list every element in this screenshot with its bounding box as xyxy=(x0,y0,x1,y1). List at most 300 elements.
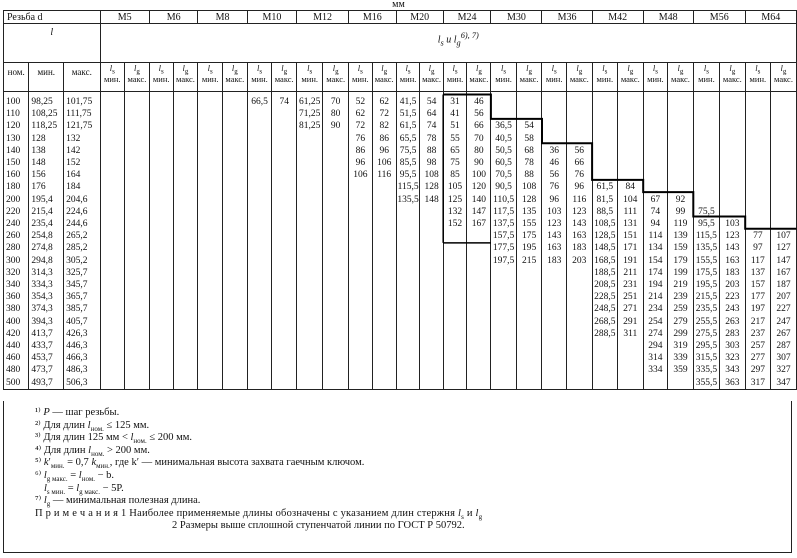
length-min: 156 xyxy=(31,170,46,181)
value-lg: 70 xyxy=(330,97,341,107)
value-lg: 191 xyxy=(623,255,638,266)
length-max: 101,75 xyxy=(66,97,93,107)
value-ls: 51 xyxy=(450,121,460,132)
length-min: 374,3 xyxy=(31,304,53,315)
value-lg: 108 xyxy=(521,182,537,193)
value-lg: 92 xyxy=(675,194,686,205)
value-lg: 116 xyxy=(572,194,587,205)
footnote: ⁵⁾ $k'_{мин.} = 0,7$ $k_{мин.}$, где k′ — минимальная высота захвата гаечным ключом. xyxy=(35,457,365,471)
value-ls: 61,5 xyxy=(596,182,614,193)
length-max: 506,3 xyxy=(66,377,88,388)
value-ls: 214 xyxy=(648,292,663,303)
value-ls: 41,5 xyxy=(399,97,417,107)
value-lg: 167 xyxy=(471,219,486,230)
value-ls: 96 xyxy=(355,158,366,169)
col-max xyxy=(64,92,100,390)
lg-max-header: $l_g$ макс. xyxy=(770,63,796,92)
value-ls: 51,5 xyxy=(399,109,417,120)
size-m56: M56 xyxy=(693,11,745,24)
value-ls: 355,5 xyxy=(695,377,718,388)
value-ls: 72 xyxy=(355,121,366,132)
footnote: ³⁾ Для длин 125 мм < $l_{ном.} \le 200$ мм. xyxy=(35,432,193,446)
length-nom: 150 xyxy=(6,158,21,169)
length-max: 111,75 xyxy=(66,109,92,120)
col-m30-lg xyxy=(516,92,542,390)
value-lg: 203 xyxy=(725,280,740,291)
value-lg: 100 xyxy=(471,170,486,181)
length-max: 121,75 xyxy=(66,121,93,132)
col-m30-ls xyxy=(491,92,516,390)
value-ls: 117 xyxy=(750,255,765,266)
bolt-length-table xyxy=(3,10,797,390)
length-max: 244,6 xyxy=(66,219,88,230)
value-lg: 56 xyxy=(574,145,585,156)
length-max: 486,3 xyxy=(66,365,88,376)
value-lg: 143 xyxy=(725,243,740,254)
value-lg: 207 xyxy=(776,292,791,303)
col-m48-lg xyxy=(668,92,694,390)
value-ls: 106 xyxy=(353,170,368,181)
footnote: $l_{s мин.} = l_{g макс.} - 5P$. xyxy=(44,482,124,496)
value-lg: 80 xyxy=(330,109,341,120)
value-ls: 274 xyxy=(648,328,663,339)
value-ls: 174 xyxy=(648,267,663,278)
col-m5-ls xyxy=(100,92,124,390)
length-nom: 140 xyxy=(6,145,21,156)
length-max: 305,2 xyxy=(66,255,88,266)
value-lg: 159 xyxy=(673,243,688,254)
length-nom: 120 xyxy=(6,121,21,132)
size-m8: M8 xyxy=(198,11,247,24)
size-m12: M12 xyxy=(297,11,349,24)
value-ls: 148,5 xyxy=(594,243,616,254)
length-max: 426,3 xyxy=(66,328,88,339)
value-lg: 243 xyxy=(725,304,740,315)
value-lg: 219 xyxy=(673,280,688,291)
ls-min-header: $l_s$ мин. xyxy=(198,63,222,92)
value-lg: 103 xyxy=(725,219,740,230)
value-ls: 154 xyxy=(648,255,663,266)
value-lg: 128 xyxy=(424,182,439,193)
length-min: 274,8 xyxy=(31,243,53,254)
length-min: 294,8 xyxy=(31,255,53,266)
value-ls: 275,5 xyxy=(695,328,718,339)
value-lg: 86 xyxy=(379,133,389,144)
value-lg: 62 xyxy=(379,97,389,107)
col-m24-ls xyxy=(443,92,467,390)
ls-min-header: $l_s$ мин. xyxy=(542,63,566,92)
value-lg: 148 xyxy=(424,194,439,205)
length-nom: 320 xyxy=(6,267,21,278)
note-header: П р и м е ч а н и я xyxy=(35,507,119,519)
value-lg: 283 xyxy=(725,328,740,339)
ls-min-header: $l_s$ мин. xyxy=(349,63,373,92)
value-ls: 108,5 xyxy=(594,219,616,230)
col-m16-lg xyxy=(372,92,396,390)
col-m36-lg xyxy=(566,92,592,390)
value-lg: 140 xyxy=(471,194,486,205)
value-ls: 36 xyxy=(549,145,559,156)
value-ls: 31 xyxy=(450,97,460,107)
value-ls: 188,5 xyxy=(594,267,616,278)
length-max: 204,6 xyxy=(66,194,88,205)
col-m10-ls xyxy=(247,92,271,390)
value-ls: 71,25 xyxy=(299,109,321,120)
value-lg: 78 xyxy=(426,133,437,144)
value-lg: 323 xyxy=(725,353,740,364)
length-nom: 380 xyxy=(6,304,21,315)
value-ls: 297 xyxy=(750,365,765,376)
size-m48: M48 xyxy=(643,11,693,24)
value-ls: 85 xyxy=(450,170,460,181)
value-lg: 90 xyxy=(474,158,484,169)
length-min: 493,7 xyxy=(31,377,53,388)
col-m20-ls xyxy=(396,92,420,390)
footnote: ²⁾ Для длин $l_{ном.} \le 125$ мм. xyxy=(35,419,150,433)
length-nom: 480 xyxy=(6,365,21,376)
length-min: 176 xyxy=(31,182,46,193)
value-lg: 72 xyxy=(379,109,389,120)
value-ls: 195,5 xyxy=(695,280,718,291)
value-ls: 257 xyxy=(750,341,765,352)
value-ls: 40,5 xyxy=(495,133,512,144)
col-m12-lg xyxy=(323,92,349,390)
value-lg: 327 xyxy=(776,365,791,376)
value-lg: 223 xyxy=(725,292,740,303)
size-m5: M5 xyxy=(100,11,149,24)
ls-min-header: $l_s$ мин. xyxy=(491,63,516,92)
lg-max-header: $l_g$ макс. xyxy=(173,63,198,92)
value-ls: 315,5 xyxy=(695,353,718,364)
ls-lg-label: $l_s$ и $l_g^{6), 7)}$ xyxy=(437,31,479,48)
value-lg: 108 xyxy=(424,170,439,181)
value-ls: 197 xyxy=(750,304,765,315)
length-nom: 360 xyxy=(6,292,21,303)
value-lg: 88 xyxy=(426,145,437,156)
value-lg: 68 xyxy=(524,145,534,156)
value-ls: 81,25 xyxy=(299,121,321,132)
ls-min-header: $l_s$ мин. xyxy=(297,63,323,92)
value-ls: 56 xyxy=(549,170,559,181)
value-ls: 97 xyxy=(753,243,763,254)
value-lg: 199 xyxy=(673,267,688,278)
value-lg: 155 xyxy=(521,219,537,230)
value-ls: 75 xyxy=(450,158,460,169)
col-m16-ls xyxy=(349,92,373,390)
lg-max-header: $l_g$ макс. xyxy=(124,63,149,92)
value-ls: 152 xyxy=(447,219,463,230)
value-lg: 98 xyxy=(426,158,437,169)
length-min: 108,25 xyxy=(31,109,58,120)
value-lg: 139 xyxy=(673,231,688,242)
value-ls: 135,5 xyxy=(695,243,718,254)
length-nom: 340 xyxy=(6,280,21,291)
length-max: 164 xyxy=(66,170,81,181)
length-max: 405,7 xyxy=(66,316,88,327)
value-ls: 157,5 xyxy=(492,231,515,242)
value-ls: 76 xyxy=(355,133,366,144)
note-2: 2 Размеры выше сплошной ступенчатой линии по ГОСТ Р 50792. xyxy=(172,520,465,532)
col-m12-ls xyxy=(297,92,323,390)
length-max: 265,2 xyxy=(66,231,88,242)
value-lg: 54 xyxy=(426,97,437,107)
value-ls: 81,5 xyxy=(596,194,614,205)
value-lg: 84 xyxy=(625,182,636,193)
length-min: 148 xyxy=(31,158,46,169)
value-lg: 64 xyxy=(426,109,437,120)
length-nom: 100 xyxy=(6,97,21,107)
value-ls: 67 xyxy=(650,194,661,205)
size-m16: M16 xyxy=(349,11,397,24)
value-lg: 303 xyxy=(725,341,740,352)
value-ls: 96 xyxy=(549,194,559,205)
value-ls: 125 xyxy=(447,194,463,205)
value-ls: 41 xyxy=(450,109,460,120)
length-max: 285,2 xyxy=(66,243,88,254)
value-ls: 168,5 xyxy=(594,255,616,266)
length-nom: 440 xyxy=(6,341,21,352)
length-nom: 130 xyxy=(6,133,21,144)
value-lg: 343 xyxy=(725,365,740,376)
value-lg: 291 xyxy=(623,316,638,327)
value-lg: 88 xyxy=(524,170,534,181)
value-ls: 334 xyxy=(648,365,663,376)
value-lg: 175 xyxy=(521,231,537,242)
value-lg: 251 xyxy=(623,292,638,303)
length-nom: 110 xyxy=(6,109,20,120)
value-lg: 163 xyxy=(572,231,587,242)
length-min: 394,3 xyxy=(31,316,53,327)
value-ls: 194 xyxy=(648,280,663,291)
value-ls: 52 xyxy=(355,97,366,107)
value-lg: 135 xyxy=(521,206,537,217)
value-ls: 235,5 xyxy=(695,304,718,315)
length-nom: 420 xyxy=(6,328,21,339)
value-ls: 76 xyxy=(549,182,559,193)
value-ls: 295,5 xyxy=(695,341,718,352)
footnote: ⁷⁾ $l_g$ — минимальная полезная длина. xyxy=(35,495,201,509)
lg-max-header: $l_g$ макс. xyxy=(222,63,247,92)
l-header xyxy=(4,24,101,63)
size-m20: M20 xyxy=(396,11,443,24)
value-ls: 137,5 xyxy=(492,219,515,230)
lg-max-header: $l_g$ макс. xyxy=(719,63,745,92)
value-lg: 363 xyxy=(725,377,740,388)
lg-max-header: $l_g$ макс. xyxy=(566,63,592,92)
size-m10: M10 xyxy=(247,11,296,24)
value-ls: 123 xyxy=(547,219,562,230)
length-min: 314,3 xyxy=(31,267,53,278)
value-lg: 307 xyxy=(776,353,791,364)
length-nom: 200 xyxy=(6,194,21,205)
value-ls: 254 xyxy=(648,316,663,327)
value-ls: 62 xyxy=(355,109,366,120)
value-lg: 74 xyxy=(426,121,437,132)
value-ls: 75,5 xyxy=(399,145,417,156)
value-lg: 120 xyxy=(471,182,486,193)
value-lg: 171 xyxy=(623,243,638,254)
length-min: 98,25 xyxy=(31,97,53,107)
value-lg: 263 xyxy=(725,316,740,327)
length-nom: 300 xyxy=(6,255,21,266)
value-lg: 143 xyxy=(572,219,587,230)
value-ls: 237 xyxy=(750,328,765,339)
col-m6-ls xyxy=(149,92,173,390)
value-lg: 279 xyxy=(673,316,688,327)
length-max: 132 xyxy=(66,133,81,144)
col-m42-ls xyxy=(592,92,617,390)
value-ls: 314 xyxy=(648,353,663,364)
length-min: 138 xyxy=(31,145,46,156)
value-lg: 195 xyxy=(521,243,537,254)
value-ls: 103 xyxy=(547,206,562,217)
value-lg: 127 xyxy=(776,243,791,254)
value-lg: 151 xyxy=(623,231,638,242)
value-lg: 183 xyxy=(572,243,587,254)
footnote: ⁶⁾ $l_{g макс.} = l_{ном.} - b$. xyxy=(35,469,115,484)
ls-min-header: $l_s$ мин. xyxy=(149,63,173,92)
col-m5-lg xyxy=(124,92,149,390)
value-lg: 46 xyxy=(474,97,484,107)
value-lg: 203 xyxy=(572,255,587,266)
thread-header: Резьба d xyxy=(4,11,101,24)
value-lg: 107 xyxy=(776,231,791,242)
lg-max-header: $l_g$ макс. xyxy=(323,63,349,92)
value-lg: 82 xyxy=(379,121,389,132)
length-nom: 260 xyxy=(6,231,21,242)
ls-min-header: $l_s$ мин. xyxy=(247,63,271,92)
lg-max-header: $l_g$ макс. xyxy=(516,63,542,92)
length-min: 195,4 xyxy=(31,194,53,205)
col-m48-ls xyxy=(643,92,667,390)
value-ls: 215,5 xyxy=(695,292,718,303)
value-ls: 85,5 xyxy=(399,158,417,169)
min-header: мин. xyxy=(29,63,64,92)
value-lg: 179 xyxy=(673,255,688,266)
size-m6: M6 xyxy=(149,11,198,24)
value-lg: 147 xyxy=(471,206,486,217)
value-ls: 177 xyxy=(750,292,765,303)
nom-header: ном. xyxy=(4,63,29,92)
value-lg: 227 xyxy=(776,304,791,315)
value-ls: 60,5 xyxy=(495,158,512,169)
value-ls: 61,5 xyxy=(399,121,417,132)
value-ls: 208,5 xyxy=(594,280,616,291)
value-lg: 66 xyxy=(474,121,484,132)
ls-min-header: $l_s$ мин. xyxy=(693,63,719,92)
value-lg: 247 xyxy=(776,316,791,327)
length-min: 433,7 xyxy=(31,341,53,352)
ls-min-header: $l_s$ мин. xyxy=(745,63,770,92)
size-m64: M64 xyxy=(745,11,796,24)
lg-max-header: $l_g$ макс. xyxy=(420,63,443,92)
value-ls: 70,5 xyxy=(495,170,512,181)
col-m8-lg xyxy=(222,92,247,390)
value-lg: 99 xyxy=(675,206,686,217)
value-ls: 86 xyxy=(355,145,366,156)
lg-max-header: $l_g$ макс. xyxy=(467,63,491,92)
value-ls: 66,5 xyxy=(251,97,268,107)
value-ls: 115,5 xyxy=(397,182,419,193)
lg-max-header: $l_g$ макс. xyxy=(617,63,643,92)
value-ls: 155,5 xyxy=(695,255,718,266)
value-lg: 106 xyxy=(377,158,392,169)
value-ls: 255,5 xyxy=(695,316,718,327)
value-ls: 288,5 xyxy=(594,328,616,339)
length-max: 142 xyxy=(66,145,81,156)
value-lg: 70 xyxy=(474,133,484,144)
ls-lg-header xyxy=(100,24,796,63)
value-ls: 163 xyxy=(547,243,562,254)
col-m64-ls xyxy=(745,92,770,390)
value-lg: 267 xyxy=(776,328,791,339)
value-lg: 319 xyxy=(673,341,688,352)
value-lg: 339 xyxy=(673,353,688,364)
length-min: 254,8 xyxy=(31,231,53,242)
value-lg: 183 xyxy=(725,267,740,278)
value-lg: 347 xyxy=(776,377,791,388)
value-ls: 228,5 xyxy=(594,292,616,303)
col-m20-lg xyxy=(420,92,443,390)
value-lg: 163 xyxy=(725,255,740,266)
value-ls: 77 xyxy=(753,231,763,242)
lg-max-header: $l_g$ макс. xyxy=(272,63,297,92)
value-ls: 128,5 xyxy=(594,231,616,242)
value-ls: 36,5 xyxy=(495,121,512,132)
value-ls: 317 xyxy=(750,377,765,388)
col-m24-lg xyxy=(467,92,491,390)
length-max: 466,3 xyxy=(66,353,88,364)
length-min: 128 xyxy=(31,133,46,144)
value-ls: 110,5 xyxy=(493,194,515,205)
unit-label: мм xyxy=(392,0,405,10)
value-ls: 217 xyxy=(750,316,765,327)
value-ls: 55 xyxy=(450,133,460,144)
value-lg: 131 xyxy=(623,219,638,230)
value-ls: 248,5 xyxy=(594,304,616,315)
length-nom: 400 xyxy=(6,316,21,327)
value-ls: 74 xyxy=(650,206,661,217)
col-m42-lg xyxy=(617,92,643,390)
value-lg: 54 xyxy=(524,121,534,132)
value-lg: 271 xyxy=(623,304,638,315)
length-max: 365,7 xyxy=(66,292,88,303)
size-m30: M30 xyxy=(491,11,542,24)
value-ls: 175,5 xyxy=(695,267,718,278)
col-m56-ls xyxy=(693,92,719,390)
col-m8-ls xyxy=(198,92,222,390)
value-ls: 183 xyxy=(547,255,562,266)
length-min: 215,4 xyxy=(31,206,53,217)
value-ls: 157 xyxy=(750,280,765,291)
note-1: П р и м е ч а н и я 1 Наиболее применяемые длины обозначены с указанием длин стержня $l_s$ и $l_g$ xyxy=(35,507,483,521)
value-ls: 277 xyxy=(750,353,765,364)
value-ls: 134 xyxy=(648,243,663,254)
value-lg: 299 xyxy=(673,328,688,339)
value-ls: 90,5 xyxy=(495,182,512,193)
value-ls: 234 xyxy=(648,304,663,315)
col-m64-lg xyxy=(770,92,796,390)
length-max: 385,7 xyxy=(66,304,88,315)
value-lg: 119 xyxy=(673,219,688,230)
value-lg: 123 xyxy=(572,206,587,217)
value-lg: 239 xyxy=(673,292,688,303)
length-max: 345,7 xyxy=(66,280,88,291)
value-ls: 95,5 xyxy=(399,170,417,181)
value-ls: 143 xyxy=(547,231,562,242)
length-min: 473,7 xyxy=(31,365,53,376)
value-lg: 66 xyxy=(574,158,585,169)
